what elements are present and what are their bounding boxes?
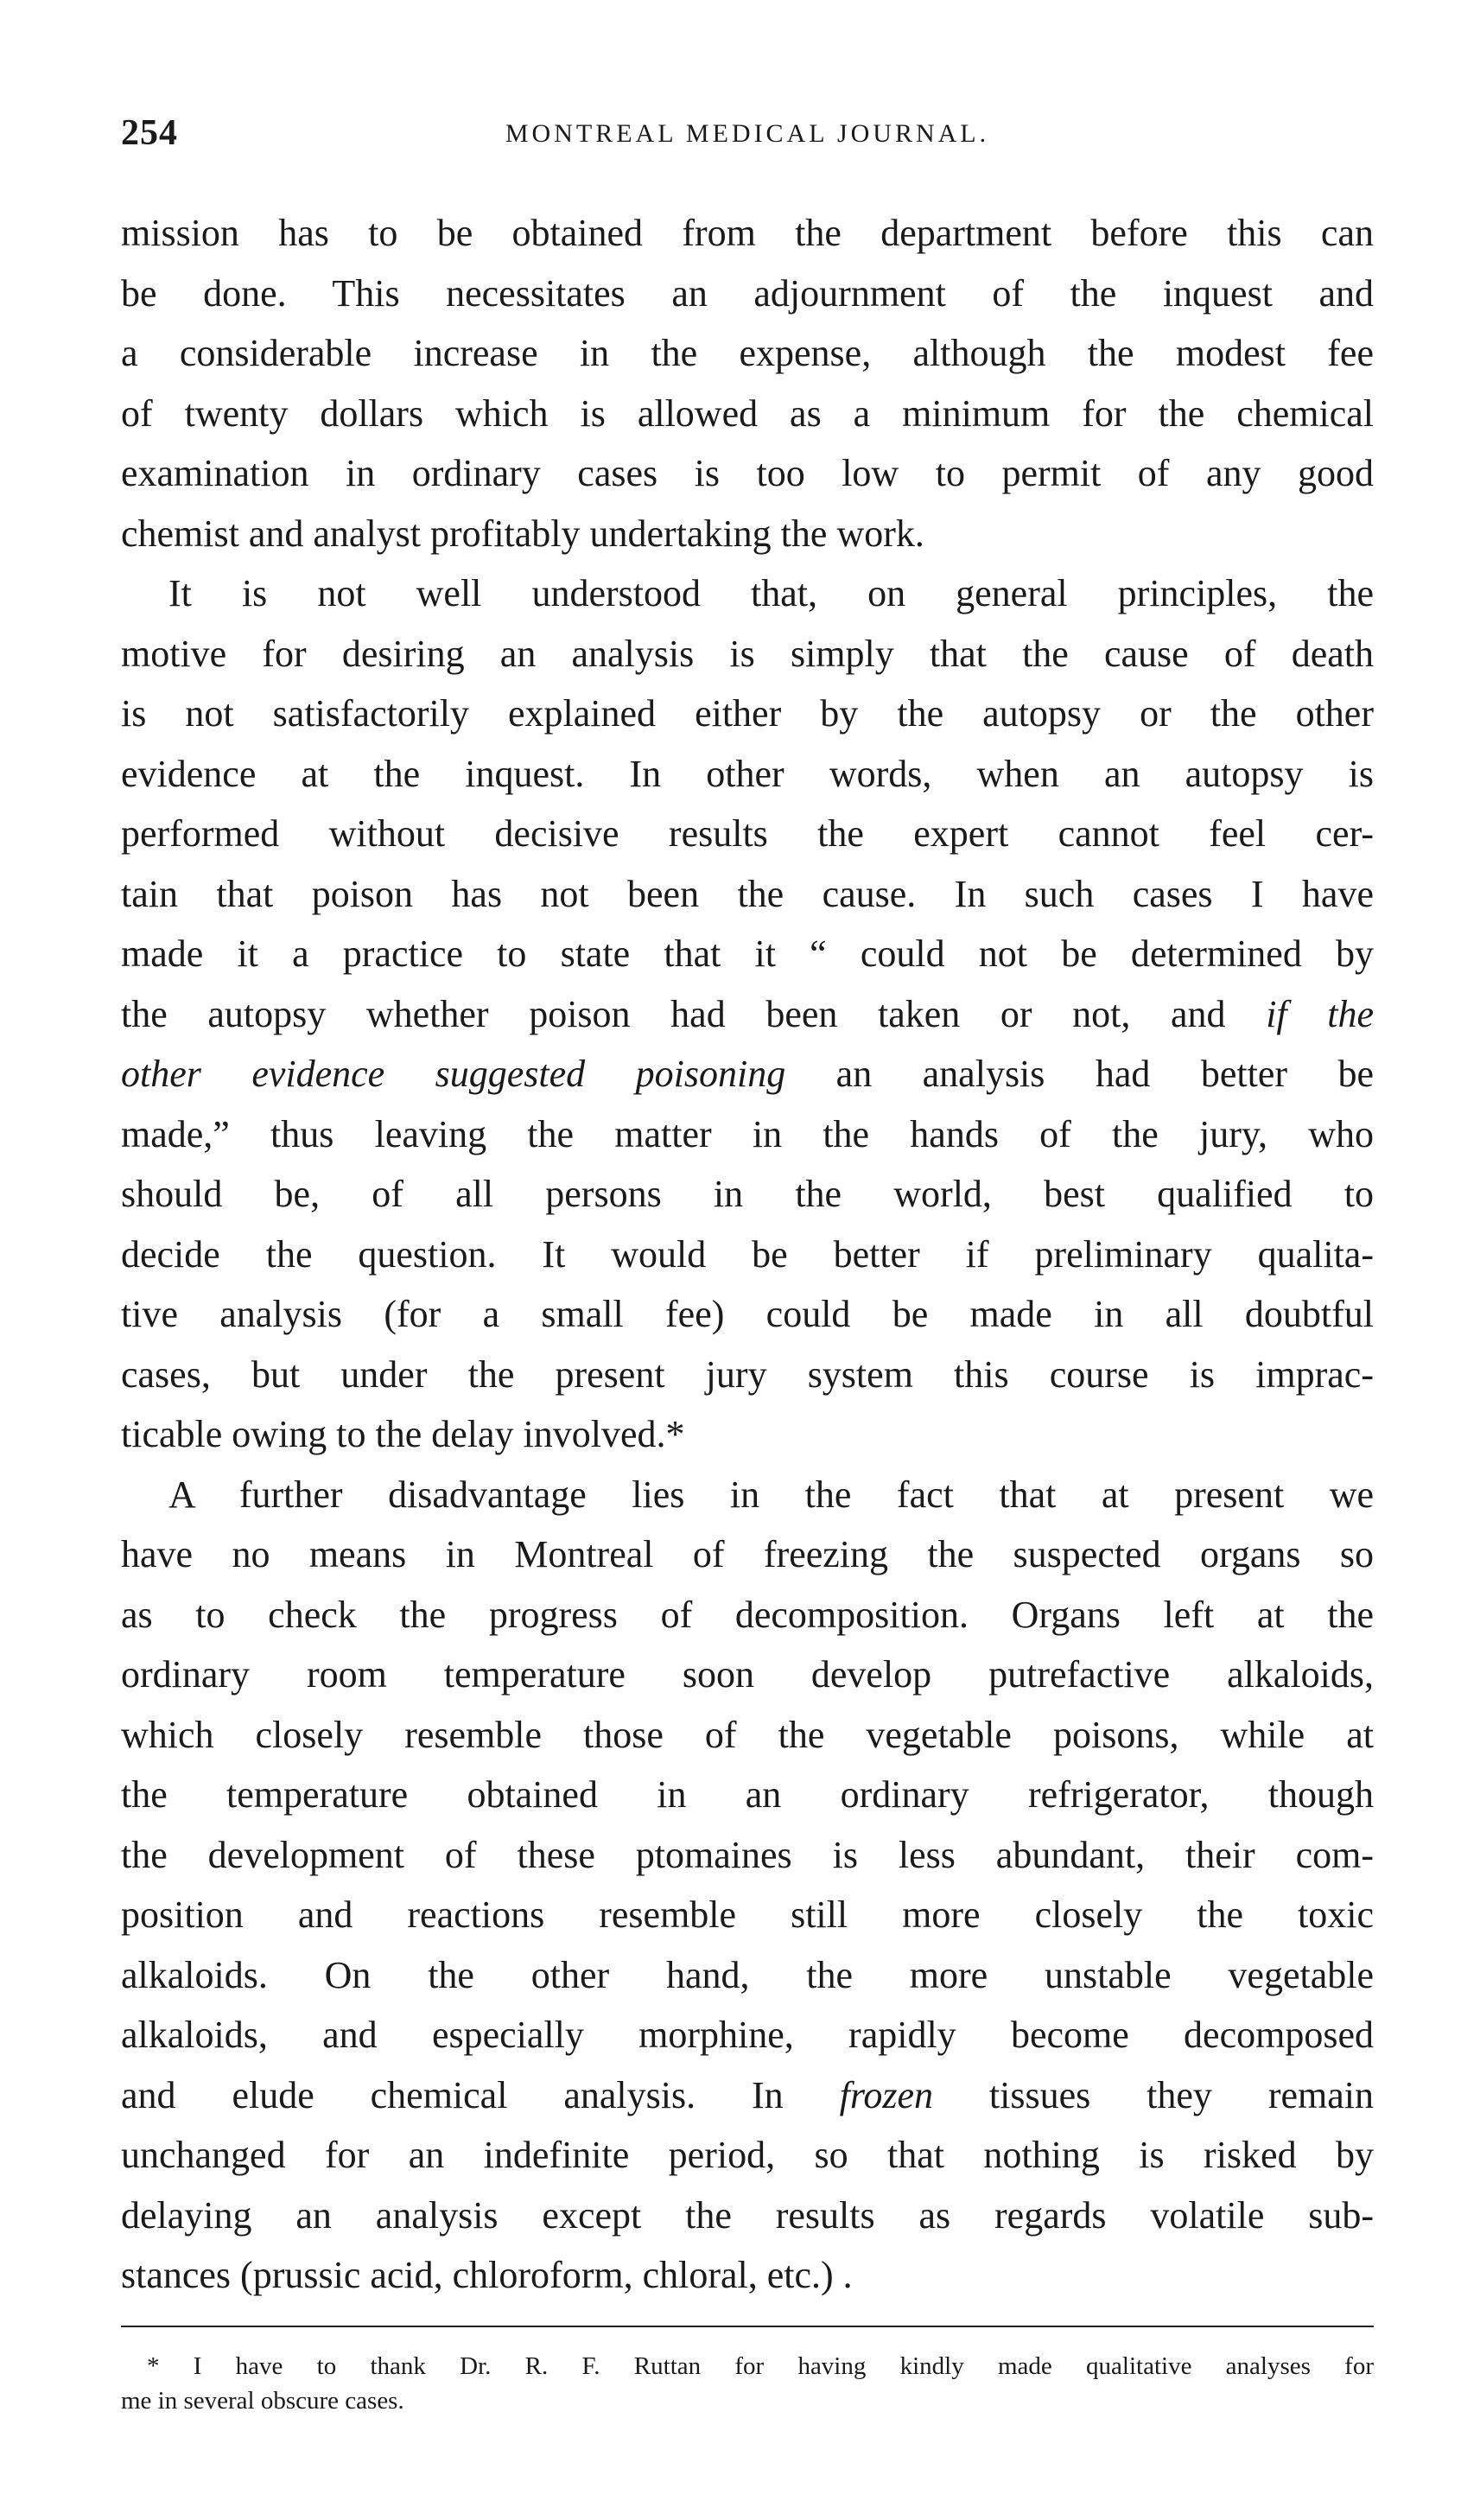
text-line: delaying an analysis except the results as regards volatile sub-	[121, 2193, 1374, 2237]
text-line: of twenty dollars which is allowed as a minimum for the chemical	[121, 391, 1374, 435]
text-line: the autopsy whether poison had been taken or not, and if the	[121, 992, 1374, 1035]
text-line: made it a practice to state that it “ could not be determined by	[121, 932, 1374, 975]
text-line: cases, but under the present jury system this course is imprac-	[121, 1352, 1374, 1396]
text-line: is not satisfactorily explained either by the autopsy or the other	[121, 692, 1374, 735]
text-line: ticable owing to the delay involved.*	[121, 1413, 685, 1455]
text-line: A further disadvantage lies in the fact that at present we	[168, 1473, 1374, 1516]
text-line: performed without decisive results the expert cannot feel cer-	[121, 812, 1374, 855]
running-head: MONTREAL MEDICAL JOURNAL.	[505, 119, 990, 148]
text-line: mission has to be obtained from the department before this can	[121, 212, 1374, 254]
text-line: examination in ordinary cases is too low to permit of any good	[121, 452, 1374, 494]
text-line: other evidence suggested poisoning an analysis had better be	[121, 1053, 1374, 1095]
text-line: which closely resemble those of the vegetable poisons, while at	[121, 1713, 1374, 1756]
text-line: motive for desiring an analysis is simply that the cause of death	[121, 632, 1374, 675]
text-line: made,” thus leaving the matter in the hands of the jury, who	[121, 1112, 1374, 1155]
text-line: ordinary room temperature soon develop putrefactive alkaloids,	[121, 1653, 1374, 1696]
text-line: tain that poison has not been the cause. In such cases I have	[121, 872, 1374, 915]
text-line: tive analysis (for a small fee) could be made in all doubtful	[121, 1293, 1374, 1335]
text-line: decide the question. It would be better if preliminary qualita-	[121, 1232, 1374, 1276]
text-line: evidence at the inquest. In other words, when an autopsy is	[121, 752, 1374, 795]
text-line: should be, of all persons in the world, best qualified to	[121, 1173, 1374, 1215]
text-line: as to check the progress of decomposition. Organs left at the	[121, 1593, 1374, 1636]
footnote-line: * I have to thank Dr. R. F. Ruttan for having kindly made qualitative analyses for	[147, 2352, 1374, 2380]
page-header	[121, 112, 1374, 164]
text-line: and elude chemical analysis. In frozen tissues they remain	[121, 2073, 1374, 2116]
text-line: stances (prussic acid, chloroform, chloral, etc.) .	[121, 2254, 853, 2296]
italic-phrase: other evidence suggested poisoning	[121, 1053, 786, 1095]
text-line: unchanged for an indefinite period, so that nothing is risked by	[121, 2134, 1374, 2176]
text-line: be done. This necessitates an adjournment of the inquest and	[121, 271, 1374, 315]
text-line: the temperature obtained in an ordinary refrigerator, though	[121, 1773, 1374, 1816]
footnote-line: me in several obscure cases.	[121, 2387, 404, 2415]
text-line: alkaloids. On the other hand, the more unstable vegetable	[121, 1953, 1374, 1996]
text-line: It is not well understood that, on general principles, the	[168, 572, 1374, 614]
italic-phrase: frozen	[839, 2073, 933, 2116]
text-line: position and reactions resemble still more closely the toxic	[121, 1893, 1374, 1936]
footnote-divider	[121, 2326, 1374, 2327]
body-text	[121, 203, 1374, 2306]
italic-phrase: if the	[1266, 992, 1374, 1035]
footnote	[121, 2349, 1374, 2418]
text-line: alkaloids, and especially morphine, rapidly become decomposed	[121, 2014, 1374, 2056]
text-line: chemist and analyst profitably undertaking the work.	[121, 512, 924, 555]
text-line: have no means in Montreal of freezing the suspected organs so	[121, 1533, 1374, 1575]
text-line: the development of these ptomaines is less abundant, their com-	[121, 1833, 1374, 1876]
text-line: a considerable increase in the expense, although the modest fee	[121, 332, 1374, 374]
page-number: 254	[121, 113, 178, 153]
